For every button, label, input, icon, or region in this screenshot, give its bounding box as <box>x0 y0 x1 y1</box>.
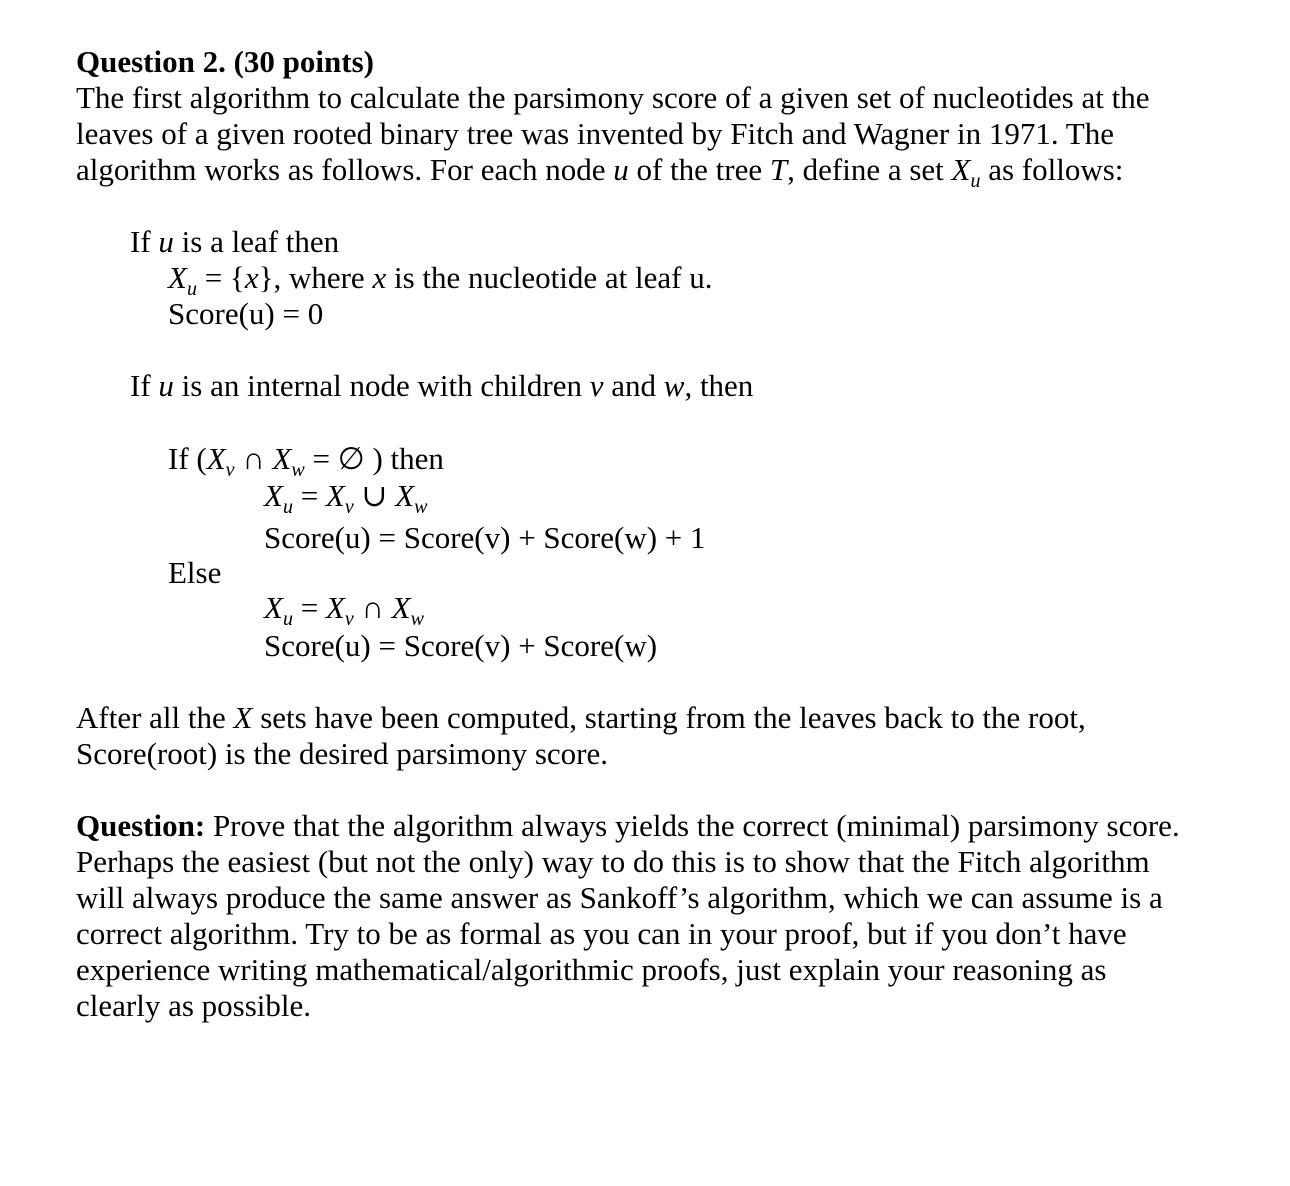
question-title: Question 2. (30 points) <box>76 44 374 79</box>
intersect-symbol: ∩ <box>353 590 392 625</box>
question-line-6: clearly as possible. <box>76 988 312 1023</box>
var-u: u <box>613 152 629 187</box>
subscript-u: u <box>970 170 981 192</box>
set-text: }, where <box>258 260 373 295</box>
leaf-if: If <box>130 224 159 259</box>
union-symbol: ∪ <box>353 478 396 513</box>
internal-if: If <box>130 368 159 403</box>
question-line-3: will always produce the same answer as Sankoff’s algorithm, which we can assume is a <box>76 880 1163 915</box>
cond-text: If ( <box>168 441 207 476</box>
var-v: v <box>589 368 604 403</box>
subscript-u: u <box>282 608 293 630</box>
after-line-2: Score(root) is the desired parsimony score. <box>76 736 609 771</box>
question-line-2: Perhaps the easiest (but not the only) way to do this is to show that the Fitch algorithm <box>76 844 1150 879</box>
subscript-v: v <box>344 608 354 630</box>
var-X: X <box>264 590 283 625</box>
subscript-w: w <box>410 608 424 630</box>
var-X: X <box>325 478 345 513</box>
var-X: X <box>168 260 187 295</box>
intro-text: algorithm works as follows. For each node <box>76 152 614 187</box>
question-line-5: experience writing mathematical/algorithmic proofs, just explain your reasoning as <box>76 952 1107 987</box>
cond-text: = ∅ ) then <box>304 441 444 476</box>
question-label: Question: <box>76 808 206 843</box>
internal-text: and <box>603 368 664 403</box>
internal-text: is an internal node with children <box>173 368 590 403</box>
var-x: x <box>372 260 387 295</box>
equals-sign: = <box>292 590 326 625</box>
var-X: X <box>395 478 415 513</box>
subscript-u: u <box>282 496 293 518</box>
intersect-symbol: ∩ <box>234 441 273 476</box>
after-text: After all the <box>76 700 234 735</box>
leaf-condition <box>130 224 339 260</box>
var-x: x <box>244 260 259 295</box>
var-X: X <box>391 590 411 625</box>
intro-line-3 <box>76 152 1123 192</box>
set-text: = { <box>196 260 245 295</box>
internal-condition <box>130 368 753 404</box>
intersection-score: Score(u) = Score(v) + Score(w) <box>264 628 658 663</box>
set-text: is the nucleotide at leaf u. <box>386 260 713 295</box>
var-X: X <box>233 700 253 735</box>
var-w: w <box>663 368 685 403</box>
var-X: X <box>264 478 283 513</box>
intersection-condition <box>168 441 444 481</box>
question-line-4: correct algorithm. Try to be as formal as you can in your proof, but if you don’t have <box>76 916 1127 951</box>
var-X: X <box>272 441 292 476</box>
var-X: X <box>325 590 345 625</box>
leaf-if-rest: is a leaf then <box>173 224 340 259</box>
equals-sign: = <box>292 478 326 513</box>
var-u: u <box>158 368 174 403</box>
leaf-score: Score(u) = 0 <box>168 296 324 331</box>
intro-text: , define a set <box>787 152 952 187</box>
intro-line-2: leaves of a given rooted binary tree was invented by Fitch and Wagner in 1971. The <box>76 116 1115 151</box>
subscript-u: u <box>186 278 197 300</box>
else-label: Else <box>168 555 222 590</box>
var-X: X <box>206 441 226 476</box>
after-line-1 <box>76 700 1086 736</box>
intro-text: as follows: <box>980 152 1124 187</box>
question-line-1 <box>76 808 1180 844</box>
intro-text: of the tree <box>628 152 770 187</box>
intersection-formula <box>264 590 424 630</box>
intro-line-1: The first algorithm to calculate the parsimony score of a given set of nucleotides at the <box>76 80 1150 115</box>
var-X: X <box>951 152 971 187</box>
var-T: T <box>769 152 788 187</box>
union-formula <box>264 478 428 518</box>
after-text: sets have been computed, starting from the leaves back to the root, <box>252 700 1086 735</box>
subscript-v: v <box>225 459 235 481</box>
subscript-v: v <box>344 496 354 518</box>
union-score: Score(u) = Score(v) + Score(w) + 1 <box>264 520 706 555</box>
internal-text: , then <box>684 368 754 403</box>
question-text: Prove that the algorithm always yields the correct (minimal) parsimony score. <box>205 808 1180 843</box>
subscript-w: w <box>291 459 305 481</box>
var-u: u <box>158 224 174 259</box>
subscript-w: w <box>414 496 428 518</box>
leaf-set-def <box>168 260 712 300</box>
